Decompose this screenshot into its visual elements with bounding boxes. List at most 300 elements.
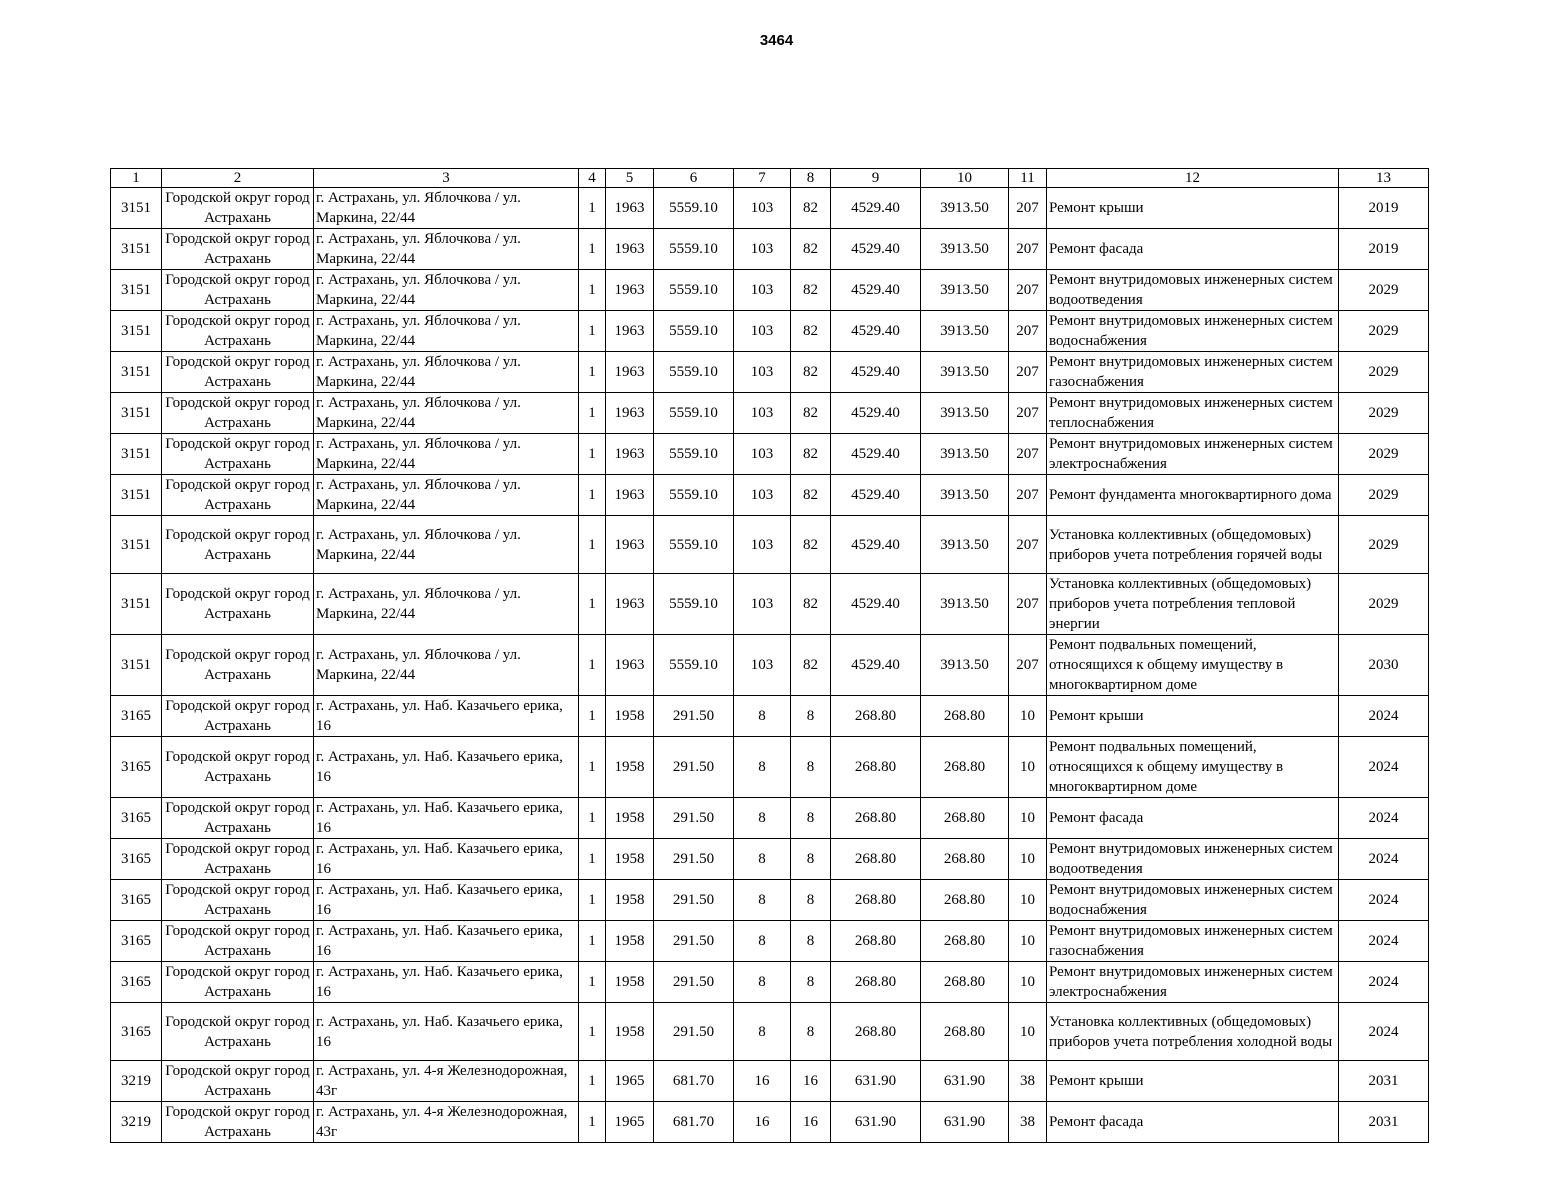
municipality-cell: Городской округ город Астрахань [162, 475, 314, 516]
row-id-cell: 3219 [111, 1102, 162, 1143]
plan-year-cell: 2030 [1339, 635, 1429, 696]
plan-year-cell: 2019 [1339, 229, 1429, 270]
row-id-cell: 3151 [111, 393, 162, 434]
apartments-cell: 8 [791, 962, 831, 1003]
living-area-cell: 268.80 [831, 880, 921, 921]
column-header: 11 [1009, 169, 1047, 188]
residents-cell: 8 [734, 798, 791, 839]
plan-year-cell: 2031 [1339, 1061, 1429, 1102]
count-cell: 1 [579, 962, 606, 1003]
work-type-cell: Ремонт фасада [1047, 1102, 1339, 1143]
row-id-cell: 3151 [111, 574, 162, 635]
living-area-cell: 4529.40 [831, 311, 921, 352]
plan-year-cell: 2029 [1339, 475, 1429, 516]
count-cell: 1 [579, 635, 606, 696]
apartments-cell: 8 [791, 921, 831, 962]
municipality-cell: Городской округ город Астрахань [162, 311, 314, 352]
municipality-cell: Городской округ город Астрахань [162, 737, 314, 798]
residents-cell: 103 [734, 188, 791, 229]
table-row [111, 516, 1429, 574]
private-area-cell: 3913.50 [921, 229, 1009, 270]
area-cell: 291.50 [654, 962, 734, 1003]
number-cell: 207 [1009, 229, 1047, 270]
number-cell: 207 [1009, 270, 1047, 311]
row-id-cell: 3165 [111, 880, 162, 921]
row-id-cell: 3151 [111, 270, 162, 311]
address-cell: г. Астрахань, ул. 4-я Железнодорожная, 43г [314, 1061, 579, 1102]
area-cell: 291.50 [654, 798, 734, 839]
municipality-cell: Городской округ город Астрахань [162, 921, 314, 962]
area-cell: 5559.10 [654, 352, 734, 393]
address-cell: г. Астрахань, ул. Наб. Казачьего ерика, 16 [314, 880, 579, 921]
year-cell: 1958 [606, 737, 654, 798]
work-type-cell: Установка коллективных (общедомовых) приборов учета потребления тепловой энергии [1047, 574, 1339, 635]
row-id-cell: 3165 [111, 737, 162, 798]
private-area-cell: 631.90 [921, 1061, 1009, 1102]
table-body [111, 188, 1429, 1143]
work-type-cell: Ремонт крыши [1047, 188, 1339, 229]
private-area-cell: 3913.50 [921, 352, 1009, 393]
living-area-cell: 4529.40 [831, 574, 921, 635]
count-cell: 1 [579, 516, 606, 574]
apartments-cell: 8 [791, 839, 831, 880]
apartments-cell: 82 [791, 352, 831, 393]
count-cell: 1 [579, 1061, 606, 1102]
table-row [111, 393, 1429, 434]
plan-year-cell: 2024 [1339, 696, 1429, 737]
living-area-cell: 268.80 [831, 696, 921, 737]
year-cell: 1958 [606, 839, 654, 880]
private-area-cell: 3913.50 [921, 475, 1009, 516]
apartments-cell: 8 [791, 880, 831, 921]
address-cell: г. Астрахань, ул. Наб. Казачьего ерика, 16 [314, 696, 579, 737]
area-cell: 5559.10 [654, 434, 734, 475]
work-type-cell: Ремонт внутридомовых инженерных систем теплоснабжения [1047, 393, 1339, 434]
address-cell: г. Астрахань, ул. Яблочкова / ул. Маркина, 22/44 [314, 635, 579, 696]
count-cell: 1 [579, 574, 606, 635]
table-row [111, 1102, 1429, 1143]
apartments-cell: 82 [791, 270, 831, 311]
municipality-cell: Городской округ город Астрахань [162, 1003, 314, 1061]
address-cell: г. Астрахань, ул. Яблочкова / ул. Маркина, 22/44 [314, 475, 579, 516]
area-cell: 5559.10 [654, 188, 734, 229]
residents-cell: 103 [734, 475, 791, 516]
private-area-cell: 268.80 [921, 839, 1009, 880]
work-type-cell: Ремонт фасада [1047, 229, 1339, 270]
living-area-cell: 4529.40 [831, 475, 921, 516]
row-id-cell: 3151 [111, 188, 162, 229]
row-id-cell: 3165 [111, 921, 162, 962]
private-area-cell: 3913.50 [921, 311, 1009, 352]
address-cell: г. Астрахань, ул. Яблочкова / ул. Маркина, 22/44 [314, 270, 579, 311]
area-cell: 5559.10 [654, 574, 734, 635]
area-cell: 291.50 [654, 1003, 734, 1061]
address-cell: г. Астрахань, ул. Наб. Казачьего ерика, 16 [314, 839, 579, 880]
residents-cell: 8 [734, 839, 791, 880]
living-area-cell: 268.80 [831, 737, 921, 798]
repair-program-table [110, 168, 1429, 1143]
apartments-cell: 82 [791, 434, 831, 475]
row-id-cell: 3165 [111, 798, 162, 839]
residents-cell: 8 [734, 737, 791, 798]
apartments-cell: 82 [791, 475, 831, 516]
living-area-cell: 268.80 [831, 962, 921, 1003]
living-area-cell: 268.80 [831, 1003, 921, 1061]
count-cell: 1 [579, 475, 606, 516]
year-cell: 1958 [606, 696, 654, 737]
municipality-cell: Городской округ город Астрахань [162, 270, 314, 311]
living-area-cell: 4529.40 [831, 635, 921, 696]
year-cell: 1963 [606, 393, 654, 434]
private-area-cell: 3913.50 [921, 434, 1009, 475]
number-cell: 207 [1009, 434, 1047, 475]
row-id-cell: 3165 [111, 696, 162, 737]
area-cell: 5559.10 [654, 475, 734, 516]
private-area-cell: 268.80 [921, 696, 1009, 737]
apartments-cell: 16 [791, 1102, 831, 1143]
area-cell: 291.50 [654, 737, 734, 798]
number-cell: 207 [1009, 188, 1047, 229]
plan-year-cell: 2029 [1339, 393, 1429, 434]
living-area-cell: 631.90 [831, 1061, 921, 1102]
table-row [111, 270, 1429, 311]
plan-year-cell: 2024 [1339, 1003, 1429, 1061]
number-cell: 38 [1009, 1061, 1047, 1102]
area-cell: 681.70 [654, 1102, 734, 1143]
apartments-cell: 82 [791, 229, 831, 270]
column-header: 6 [654, 169, 734, 188]
column-header: 9 [831, 169, 921, 188]
count-cell: 1 [579, 311, 606, 352]
row-id-cell: 3151 [111, 516, 162, 574]
table-row [111, 921, 1429, 962]
living-area-cell: 631.90 [831, 1102, 921, 1143]
table-row [111, 434, 1429, 475]
row-id-cell: 3165 [111, 1003, 162, 1061]
residents-cell: 8 [734, 1003, 791, 1061]
work-type-cell: Ремонт крыши [1047, 696, 1339, 737]
area-cell: 291.50 [654, 921, 734, 962]
count-cell: 1 [579, 1003, 606, 1061]
number-cell: 10 [1009, 962, 1047, 1003]
area-cell: 5559.10 [654, 270, 734, 311]
address-cell: г. Астрахань, ул. Яблочкова / ул. Маркина, 22/44 [314, 311, 579, 352]
row-id-cell: 3165 [111, 962, 162, 1003]
year-cell: 1965 [606, 1061, 654, 1102]
row-id-cell: 3151 [111, 475, 162, 516]
apartments-cell: 82 [791, 311, 831, 352]
column-header: 13 [1339, 169, 1429, 188]
private-area-cell: 268.80 [921, 962, 1009, 1003]
work-type-cell: Ремонт внутридомовых инженерных систем газоснабжения [1047, 921, 1339, 962]
residents-cell: 103 [734, 434, 791, 475]
living-area-cell: 268.80 [831, 921, 921, 962]
table-row [111, 574, 1429, 635]
apartments-cell: 16 [791, 1061, 831, 1102]
residents-cell: 8 [734, 880, 791, 921]
column-header: 1 [111, 169, 162, 188]
address-cell: г. Астрахань, ул. Яблочкова / ул. Маркина, 22/44 [314, 229, 579, 270]
row-id-cell: 3151 [111, 311, 162, 352]
living-area-cell: 4529.40 [831, 270, 921, 311]
municipality-cell: Городской округ город Астрахань [162, 393, 314, 434]
work-type-cell: Ремонт внутридомовых инженерных систем электроснабжения [1047, 434, 1339, 475]
address-cell: г. Астрахань, ул. Наб. Казачьего ерика, 16 [314, 798, 579, 839]
column-header: 3 [314, 169, 579, 188]
address-cell: г. Астрахань, ул. Яблочкова / ул. Маркина, 22/44 [314, 188, 579, 229]
column-header: 7 [734, 169, 791, 188]
residents-cell: 103 [734, 352, 791, 393]
row-id-cell: 3219 [111, 1061, 162, 1102]
number-cell: 207 [1009, 516, 1047, 574]
column-header: 10 [921, 169, 1009, 188]
work-type-cell: Ремонт внутридомовых инженерных систем газоснабжения [1047, 352, 1339, 393]
year-cell: 1958 [606, 880, 654, 921]
table-row [111, 880, 1429, 921]
row-id-cell: 3151 [111, 352, 162, 393]
work-type-cell: Ремонт подвальных помещений, относящихся к общему имуществу в многоквартирном доме [1047, 737, 1339, 798]
apartments-cell: 82 [791, 635, 831, 696]
number-cell: 10 [1009, 798, 1047, 839]
number-cell: 207 [1009, 393, 1047, 434]
private-area-cell: 631.90 [921, 1102, 1009, 1143]
private-area-cell: 3913.50 [921, 188, 1009, 229]
count-cell: 1 [579, 393, 606, 434]
municipality-cell: Городской округ город Астрахань [162, 1102, 314, 1143]
number-cell: 207 [1009, 311, 1047, 352]
year-cell: 1963 [606, 352, 654, 393]
number-cell: 10 [1009, 737, 1047, 798]
table-row [111, 311, 1429, 352]
table-row [111, 475, 1429, 516]
work-type-cell: Ремонт внутридомовых инженерных систем водоснабжения [1047, 311, 1339, 352]
column-header: 12 [1047, 169, 1339, 188]
residents-cell: 8 [734, 921, 791, 962]
apartments-cell: 8 [791, 1003, 831, 1061]
row-id-cell: 3151 [111, 635, 162, 696]
work-type-cell: Ремонт внутридомовых инженерных систем водоотведения [1047, 270, 1339, 311]
area-cell: 5559.10 [654, 393, 734, 434]
column-number-row [111, 169, 1429, 188]
plan-year-cell: 2024 [1339, 962, 1429, 1003]
plan-year-cell: 2019 [1339, 188, 1429, 229]
living-area-cell: 268.80 [831, 839, 921, 880]
year-cell: 1963 [606, 311, 654, 352]
private-area-cell: 3913.50 [921, 635, 1009, 696]
residents-cell: 16 [734, 1061, 791, 1102]
table-row [111, 737, 1429, 798]
address-cell: г. Астрахань, ул. Яблочкова / ул. Маркина, 22/44 [314, 352, 579, 393]
column-header: 4 [579, 169, 606, 188]
address-cell: г. Астрахань, ул. Яблочкова / ул. Маркина, 22/44 [314, 516, 579, 574]
year-cell: 1958 [606, 962, 654, 1003]
municipality-cell: Городской округ город Астрахань [162, 962, 314, 1003]
number-cell: 207 [1009, 352, 1047, 393]
number-cell: 10 [1009, 1003, 1047, 1061]
count-cell: 1 [579, 798, 606, 839]
year-cell: 1963 [606, 188, 654, 229]
area-cell: 5559.10 [654, 516, 734, 574]
table-row [111, 352, 1429, 393]
living-area-cell: 4529.40 [831, 434, 921, 475]
apartments-cell: 82 [791, 516, 831, 574]
table-row [111, 188, 1429, 229]
number-cell: 207 [1009, 635, 1047, 696]
page-number: 3464 [759, 32, 794, 49]
address-cell: г. Астрахань, ул. Яблочкова / ул. Маркина, 22/44 [314, 434, 579, 475]
address-cell: г. Астрахань, ул. 4-я Железнодорожная, 43г [314, 1102, 579, 1143]
municipality-cell: Городской округ город Астрахань [162, 574, 314, 635]
count-cell: 1 [579, 880, 606, 921]
apartments-cell: 82 [791, 188, 831, 229]
living-area-cell: 4529.40 [831, 229, 921, 270]
apartments-cell: 8 [791, 737, 831, 798]
work-type-cell: Ремонт крыши [1047, 1061, 1339, 1102]
private-area-cell: 268.80 [921, 880, 1009, 921]
number-cell: 207 [1009, 475, 1047, 516]
work-type-cell: Установка коллективных (общедомовых) приборов учета потребления холодной воды [1047, 1003, 1339, 1061]
residents-cell: 8 [734, 962, 791, 1003]
municipality-cell: Городской округ город Астрахань [162, 880, 314, 921]
area-cell: 291.50 [654, 839, 734, 880]
residents-cell: 103 [734, 516, 791, 574]
number-cell: 38 [1009, 1102, 1047, 1143]
municipality-cell: Городской округ город Астрахань [162, 798, 314, 839]
year-cell: 1963 [606, 475, 654, 516]
year-cell: 1963 [606, 434, 654, 475]
residents-cell: 103 [734, 393, 791, 434]
apartments-cell: 8 [791, 798, 831, 839]
year-cell: 1963 [606, 574, 654, 635]
plan-year-cell: 2024 [1339, 798, 1429, 839]
residents-cell: 103 [734, 311, 791, 352]
year-cell: 1963 [606, 270, 654, 311]
address-cell: г. Астрахань, ул. Наб. Казачьего ерика, 16 [314, 921, 579, 962]
table-row [111, 635, 1429, 696]
column-header: 5 [606, 169, 654, 188]
plan-year-cell: 2029 [1339, 516, 1429, 574]
private-area-cell: 3913.50 [921, 393, 1009, 434]
living-area-cell: 4529.40 [831, 188, 921, 229]
row-id-cell: 3165 [111, 839, 162, 880]
plan-year-cell: 2024 [1339, 880, 1429, 921]
municipality-cell: Городской округ город Астрахань [162, 188, 314, 229]
table-row [111, 839, 1429, 880]
residents-cell: 103 [734, 574, 791, 635]
area-cell: 681.70 [654, 1061, 734, 1102]
municipality-cell: Городской округ город Астрахань [162, 229, 314, 270]
private-area-cell: 3913.50 [921, 270, 1009, 311]
apartments-cell: 8 [791, 696, 831, 737]
area-cell: 5559.10 [654, 635, 734, 696]
year-cell: 1965 [606, 1102, 654, 1143]
year-cell: 1963 [606, 229, 654, 270]
row-id-cell: 3151 [111, 229, 162, 270]
plan-year-cell: 2031 [1339, 1102, 1429, 1143]
living-area-cell: 4529.40 [831, 393, 921, 434]
work-type-cell: Ремонт внутридомовых инженерных систем электроснабжения [1047, 962, 1339, 1003]
year-cell: 1958 [606, 1003, 654, 1061]
count-cell: 1 [579, 921, 606, 962]
plan-year-cell: 2024 [1339, 839, 1429, 880]
table-row [111, 962, 1429, 1003]
area-cell: 291.50 [654, 696, 734, 737]
area-cell: 5559.10 [654, 311, 734, 352]
area-cell: 291.50 [654, 880, 734, 921]
table-row [111, 1061, 1429, 1102]
count-cell: 1 [579, 696, 606, 737]
plan-year-cell: 2029 [1339, 352, 1429, 393]
number-cell: 10 [1009, 921, 1047, 962]
plan-year-cell: 2024 [1339, 921, 1429, 962]
private-area-cell: 3913.50 [921, 516, 1009, 574]
count-cell: 1 [579, 352, 606, 393]
column-header: 8 [791, 169, 831, 188]
living-area-cell: 4529.40 [831, 352, 921, 393]
private-area-cell: 268.80 [921, 921, 1009, 962]
address-cell: г. Астрахань, ул. Наб. Казачьего ерика, 16 [314, 737, 579, 798]
work-type-cell: Ремонт внутридомовых инженерных систем водоотведения [1047, 839, 1339, 880]
count-cell: 1 [579, 1102, 606, 1143]
municipality-cell: Городской округ город Астрахань [162, 839, 314, 880]
municipality-cell: Городской округ город Астрахань [162, 352, 314, 393]
work-type-cell: Ремонт фундамента многоквартирного дома [1047, 475, 1339, 516]
number-cell: 207 [1009, 574, 1047, 635]
living-area-cell: 4529.40 [831, 516, 921, 574]
municipality-cell: Городской округ город Астрахань [162, 434, 314, 475]
number-cell: 10 [1009, 880, 1047, 921]
address-cell: г. Астрахань, ул. Яблочкова / ул. Маркина, 22/44 [314, 393, 579, 434]
year-cell: 1963 [606, 516, 654, 574]
table-row [111, 798, 1429, 839]
number-cell: 10 [1009, 839, 1047, 880]
residents-cell: 16 [734, 1102, 791, 1143]
count-cell: 1 [579, 737, 606, 798]
private-area-cell: 3913.50 [921, 574, 1009, 635]
residents-cell: 8 [734, 696, 791, 737]
count-cell: 1 [579, 229, 606, 270]
area-cell: 5559.10 [654, 229, 734, 270]
row-id-cell: 3151 [111, 434, 162, 475]
plan-year-cell: 2029 [1339, 311, 1429, 352]
work-type-cell: Ремонт подвальных помещений, относящихся к общему имуществу в многоквартирном доме [1047, 635, 1339, 696]
work-type-cell: Ремонт внутридомовых инженерных систем водоснабжения [1047, 880, 1339, 921]
plan-year-cell: 2024 [1339, 737, 1429, 798]
year-cell: 1963 [606, 635, 654, 696]
residents-cell: 103 [734, 270, 791, 311]
municipality-cell: Городской округ город Астрахань [162, 696, 314, 737]
municipality-cell: Городской округ город Астрахань [162, 1061, 314, 1102]
address-cell: г. Астрахань, ул. Наб. Казачьего ерика, 16 [314, 962, 579, 1003]
count-cell: 1 [579, 188, 606, 229]
year-cell: 1958 [606, 798, 654, 839]
plan-year-cell: 2029 [1339, 270, 1429, 311]
address-cell: г. Астрахань, ул. Яблочкова / ул. Маркина, 22/44 [314, 574, 579, 635]
plan-year-cell: 2029 [1339, 434, 1429, 475]
column-header: 2 [162, 169, 314, 188]
apartments-cell: 82 [791, 574, 831, 635]
municipality-cell: Городской округ город Астрахань [162, 635, 314, 696]
table-row [111, 1003, 1429, 1061]
table-row [111, 229, 1429, 270]
private-area-cell: 268.80 [921, 737, 1009, 798]
work-type-cell: Ремонт фасада [1047, 798, 1339, 839]
living-area-cell: 268.80 [831, 798, 921, 839]
municipality-cell: Городской округ город Астрахань [162, 516, 314, 574]
count-cell: 1 [579, 839, 606, 880]
year-cell: 1958 [606, 921, 654, 962]
apartments-cell: 82 [791, 393, 831, 434]
